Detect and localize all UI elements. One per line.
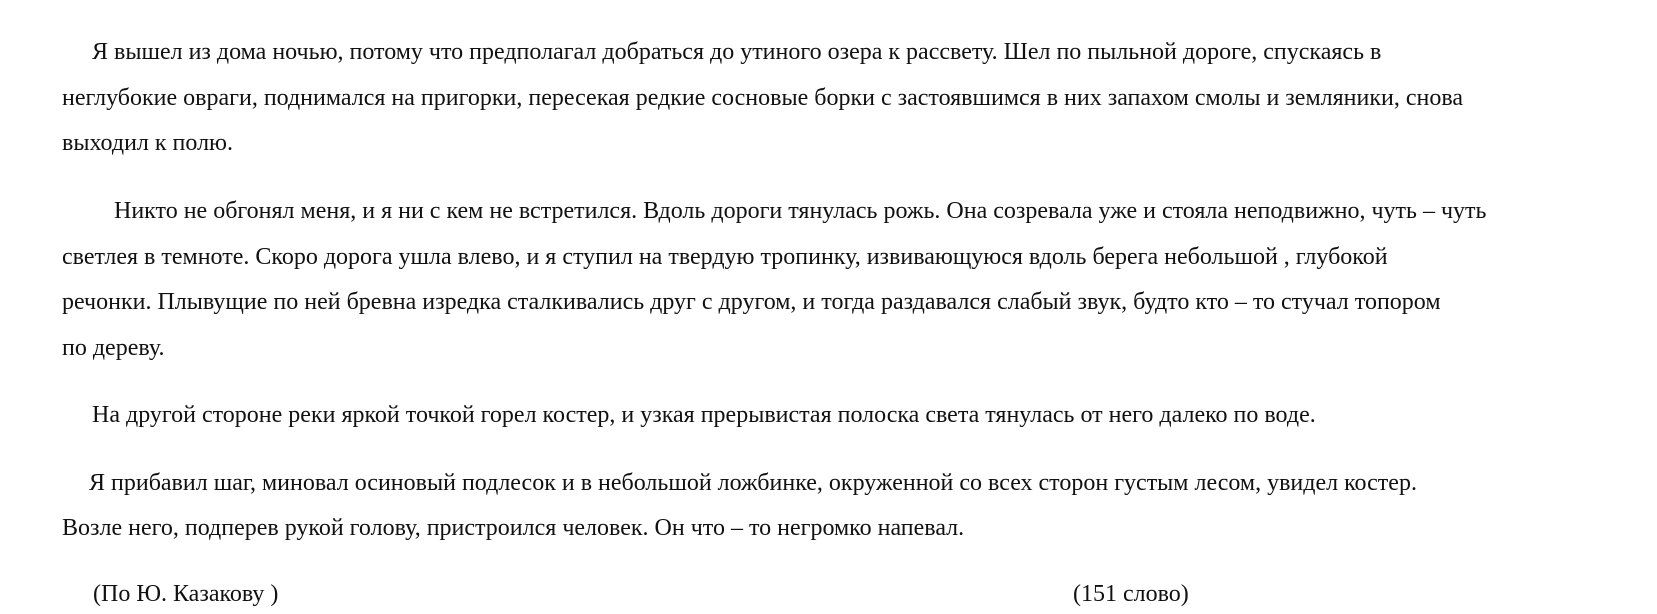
paragraph-1: [62, 30, 1642, 166]
paragraph-line: выходил к полю.: [62, 130, 233, 156]
paragraph-line: речонки. Плывущие по ней бревна изредка сталкивались друг с другом, и тогда раздавался слабый звук, будто кто – то стучал топором: [62, 289, 1441, 315]
paragraph-line: Я прибавил шаг, миновал осиновый подлесок и в небольшой ложбинке, окруженной со всех сторон густым лесом, увидел костер.: [89, 469, 1417, 496]
paragraph-line: Никто не обгонял меня, и я ни с кем не встретился. Вдоль дороги тянулась рожь. Она созревала уже и стояла неподвижно, чуть – чуть: [114, 198, 1487, 224]
paragraph-4: [62, 461, 1642, 552]
paragraph-line: Возле него, подперев рукой голову, пристроился человек. Он что – то негромко напевал.: [62, 515, 965, 541]
paragraph-2: [62, 189, 1642, 371]
document-footer: [0, 574, 1657, 614]
paragraph-line: по дереву.: [62, 334, 165, 361]
document-body: [62, 30, 1642, 552]
word-count: (151 слово): [1073, 581, 1189, 607]
paragraph-3: [62, 393, 1642, 439]
paragraph-line: светлея в темноте. Скоро дорога ушла влево, и я ступил на твердую тропинку, извивающуюся вдоль берега небольшой , глубокой: [62, 243, 1388, 270]
paragraph-line: неглубокие овраги, поднимался на пригорки, пересекая редкие сосновые борки с застоявшимся в них запахом смолы и земляники, снова: [62, 84, 1463, 111]
paragraph-line: На другой стороне реки яркой точкой горел костер, и узкая прерывистая полоска света тянулась от него далеко по воде.: [92, 402, 1316, 428]
source-attribution: (По Ю. Казакову ): [93, 581, 279, 607]
paragraph-line: Я вышел из дома ночью, потому что предполагал добраться до утиного озера к рассвету. Шел по пыльной дороге, спускаясь в: [92, 39, 1382, 65]
